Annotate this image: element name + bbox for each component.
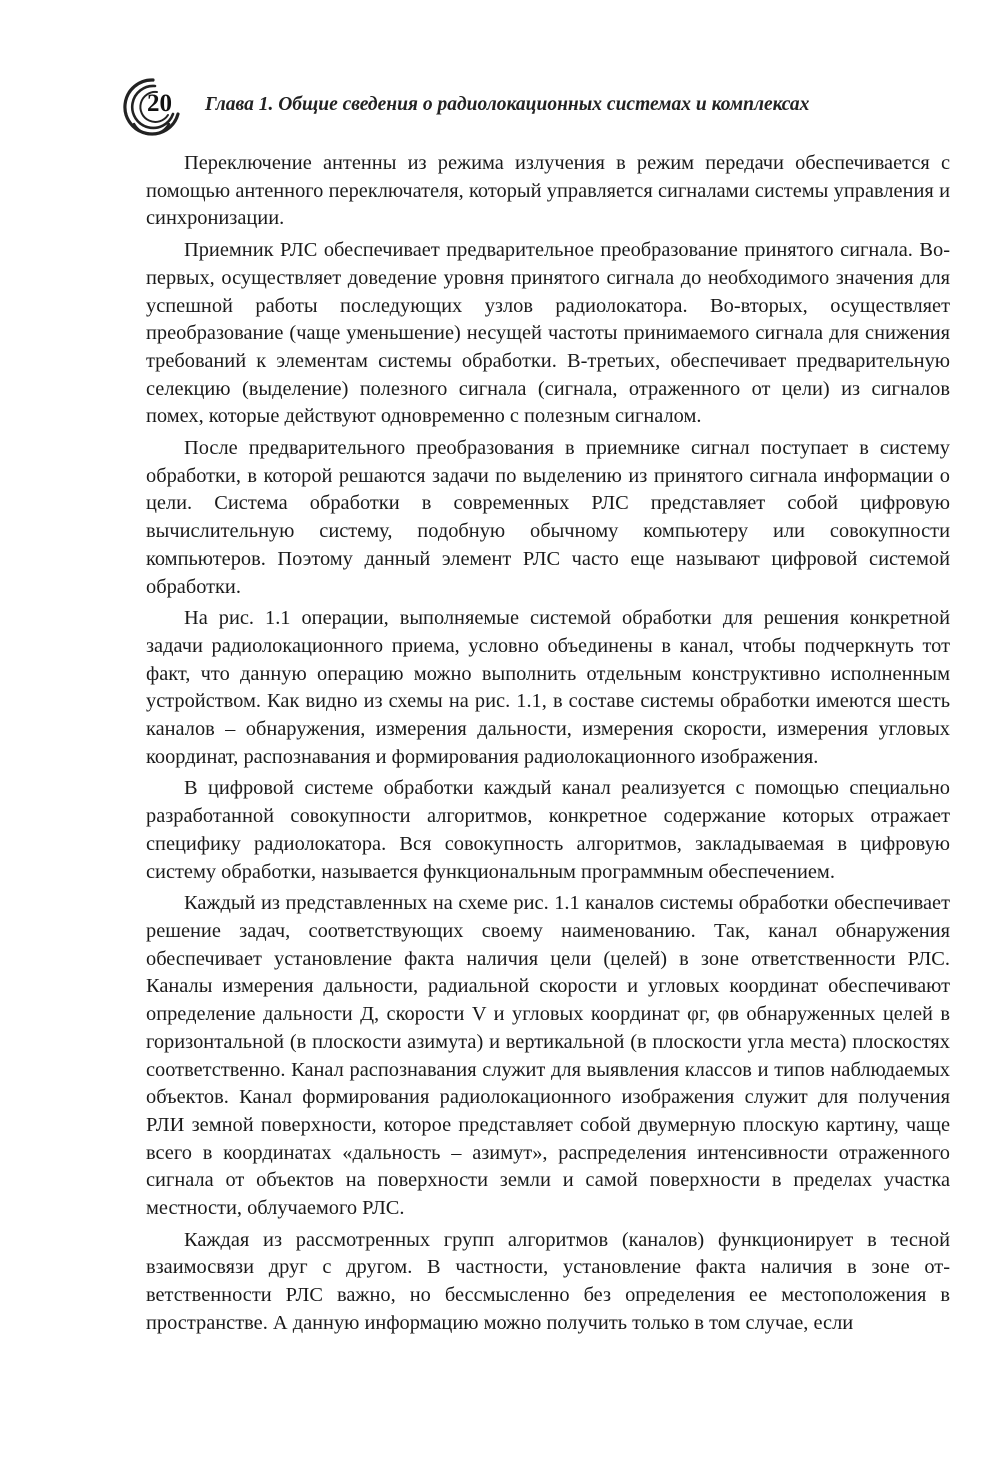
paragraph: После предварительного преобразования в приемнике сигнал поступает в систему обработки, в которой решаются задачи по выделению из принятого сигнала информации о цели. Система обработки в современных РЛС представляет собой цифровую вычислительную систему, подобную обычному компьютеру или совокупности компьютеров. Поэтому данный элемент РЛС часто еще называют цифровой системой обработки.	[146, 437, 950, 598]
page-number: 20	[147, 90, 172, 117]
paragraph: Каждая из рассмотренных групп алгоритмов (каналов) функционирует в тесной взаимосвязи друг с другом. В частности, установление факта наличия в зоне ответственности РЛС важно, но бессмысленно без определения ее местоположения в пространстве. А данную информацию можно получить только в том случае, если	[146, 1228, 950, 1334]
body-text	[146, 150, 950, 1342]
paragraph: На рис. 1.1 операции, выполняемые системой обработки для решения конкретной задачи радиолокационного приема, условно объединены в канал, чтобы подчеркнуть тот факт, что данную операцию можно выполнить отдельным конструктивно исполненным устройством. Как видно из схемы на рис. 1.1, в составе системы обработки имеются шесть каналов – обнаружения, измерения дальности, измерения скорости, измерения угловых координат, распознавания и формирования радиолокационного изображения.	[146, 607, 950, 768]
page-header	[117, 74, 957, 140]
paragraph: Переключение антенны из режима излучения в режим передачи обеспечивается с помощью антенного переключателя, который управляется сигналами системы управления и синхронизации.	[146, 152, 950, 230]
paragraph: В цифровой системе обработки каждый канал реализуется с помощью специально разработанной совокупности алгоритмов, конкретное содержание которых отражает специфику радиолокатора. Вся совокупность алгоритмов, закладываемая в цифровую систему обработки, называется функциональным программным обеспечением.	[146, 777, 950, 883]
paragraph: Приемник РЛС обеспечивает предварительное преобразование принятого сигнала. Во-первых, осуществляет доведение уровня принятого сигнала до необходимого значения для успешной работы последующих узлов радиолокатора. Во-вторых, осуществляет преобразование (чаще уменьшение) несущей частоты принимаемого сигнала для снижения требований к элементам системы обработки. В-третьих, обеспечивает предварительную селекцию (выделение) полезного сигнала (сигнала, отраженного от цели) из сигналов помех, которые действуют одновременно с полезным сигналом.	[146, 239, 950, 428]
paragraph: Каждый из представленных на схеме рис. 1.1 каналов системы обработки обеспечивает решение задач, соответствующих своему наименованию. Так, канал обнаружения обеспечивает установление факта наличия цели (целей) в зоне ответственности РЛС. Каналы измерения дальности, радиальной скорости и угловых координат обеспечивают определение дальности Д, скорости V и угловых координат φг, φв обнаруженных целей в горизонтальной (в плоскости азимута) и вертикальной (в плоскости угла места) плоскостях соответственно. Канал распознавания служит для выявления классов и типов наблюдаемых объектов. Канал формирования радиолокационного изображения служит для получения РЛИ земной поверхности, которое представляет собой двумерную плоскую картину, чаще всего в координатах «дальность – азимут», распределения интенсивности отраженного сигнала от объектов на поверхности земли и самой поверхности в пределах участка местности, облучаемого РЛС.	[146, 892, 950, 1220]
running-title: Глава 1. Общие сведения о радиолокационных системах и комплексах	[205, 94, 810, 115]
